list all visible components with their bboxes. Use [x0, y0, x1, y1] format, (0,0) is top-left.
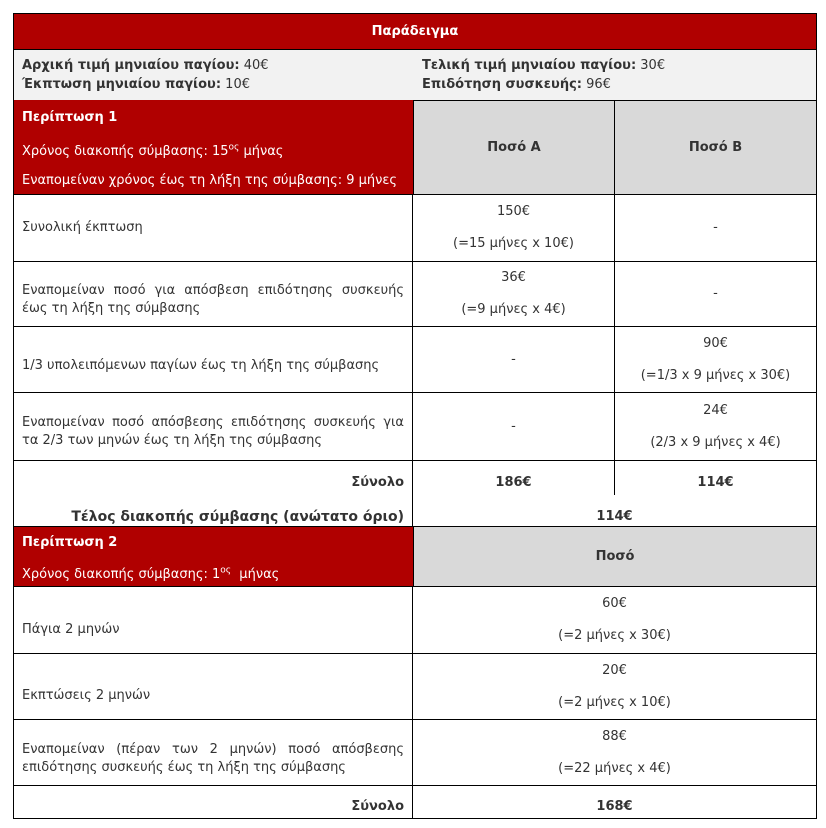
- case1-col-a-header: [413, 100, 615, 194]
- device-subsidy-label: Επιδότηση συσκευής:: [422, 77, 582, 92]
- case2-time-label: Χρόνος διακοπής σύμβασης: 1: [22, 567, 221, 582]
- table-title: Παράδειγμα: [371, 24, 459, 39]
- table-cell-b: [615, 194, 817, 261]
- case2-time-sup: ος: [220, 565, 232, 576]
- device-subsidy-value: 96€: [586, 77, 611, 92]
- cell-b-value: -: [713, 220, 718, 235]
- cell-b-value: -: [713, 286, 718, 301]
- case1-time-sup: ος: [228, 142, 240, 153]
- monthly-discount-label: Έκπτωση μηνιαίου παγίου:: [22, 77, 222, 92]
- table-title-bar: [13, 13, 817, 50]
- case2-time-suffix: μήνας: [231, 567, 280, 582]
- termination-fee-value: [413, 495, 817, 526]
- total-value: 168€: [596, 799, 633, 814]
- row-label: Εκπτώσεις 2 μηνών: [22, 687, 151, 703]
- final-price: [422, 58, 665, 73]
- table-cell-b: [615, 261, 817, 326]
- fee-label: Τέλος διακοπής σύμβασης (ανώτατο όριο): [71, 509, 404, 525]
- cell-b-value: 90€: [703, 335, 728, 351]
- table-cell: [413, 653, 817, 719]
- cell-a-value: 36€: [501, 270, 526, 285]
- table-row-label: [13, 653, 413, 719]
- case1-time-suffix: μήνας: [239, 144, 284, 159]
- table-cell: [413, 586, 817, 653]
- cell-b-note: (=1/3 x 9 μήνες x 30€): [640, 367, 791, 383]
- final-price-label: Τελική τιμή μηνιαίου παγίου:: [422, 58, 637, 73]
- cell-a-note: (=9 μήνες x 4€): [461, 302, 566, 317]
- initial-price-label: Αρχική τιμή μηνιαίου παγίου:: [22, 58, 240, 73]
- case1-col-a-label: Ποσό Α: [487, 140, 541, 155]
- monthly-discount-value: 10€: [225, 77, 250, 92]
- table-cell-b: [615, 326, 817, 392]
- case2-title: Περίπτωση 2: [22, 535, 118, 550]
- case1-time-label: Χρόνος διακοπής σύμβασης: 15: [22, 144, 229, 159]
- total-label: Σύνολο: [351, 475, 404, 490]
- total-b-value: 114€: [697, 474, 734, 490]
- row-label: Εναπομείναν ποσό για απόσβεση επιδότησης συσκευής έως τη λήξη της σύμβασης: [22, 283, 404, 316]
- cell-b-note: (2/3 x 9 μήνες x 4€): [650, 434, 781, 450]
- total-a-value: 186€: [495, 474, 532, 490]
- cell-note: (=2 μήνες x 30€): [558, 628, 671, 643]
- cell-note: (=2 μήνες x 10€): [558, 694, 671, 710]
- table-cell-b: [615, 392, 817, 460]
- initial-price: [22, 58, 269, 73]
- termination-fee-label: [13, 495, 413, 526]
- table-row-label: [13, 261, 413, 326]
- table-cell-a: [413, 261, 615, 326]
- case1-total-a: [413, 460, 615, 495]
- case2-col-label: Ποσό: [595, 549, 635, 564]
- case2-time: [22, 567, 279, 582]
- row-label: Εναπομείναν (πέραν των 2 μηνών) ποσό απόσβεσης επιδότησης συσκευής έως τη λήξη της σύμβασης: [22, 741, 404, 775]
- info-block: [13, 50, 817, 100]
- monthly-discount: [22, 77, 250, 92]
- case1-header: [13, 100, 413, 194]
- table-row-label: [13, 719, 413, 785]
- row-label: Συνολική έκπτωση: [22, 220, 143, 235]
- table-cell-a: [413, 194, 615, 261]
- table-cell-a: [413, 326, 615, 392]
- case1-col-b-header: [615, 100, 817, 194]
- case1-total-label: [13, 460, 413, 495]
- final-price-value: 30€: [640, 58, 666, 73]
- table-row-label: [13, 586, 413, 653]
- row-label: 1/3 υπολειπόμενων παγίων έως τη λήξη της σύμβασης: [22, 357, 380, 373]
- table-cell: [413, 719, 817, 785]
- case1-col-b-label: Ποσό Β: [688, 140, 743, 155]
- cell-value: 88€: [602, 728, 627, 744]
- table-row-label: [13, 326, 413, 392]
- total-label: Σύνολο: [351, 799, 404, 814]
- cell-a-value: 150€: [496, 204, 531, 219]
- fee-value: 114€: [596, 509, 633, 524]
- cell-b-value: 24€: [703, 402, 728, 418]
- cell-a-note: (=15 μήνες x 10€): [453, 236, 574, 251]
- table-row-label: [13, 392, 413, 460]
- row-label: Πάγια 2 μηνών: [22, 622, 120, 637]
- case2-header: [13, 526, 413, 586]
- row-label: Εναπομείναν ποσό απόσβεσης επιδότησης συσκευής για τα 2/3 των μηνών έως τη λήξη της σύμβασης: [22, 414, 404, 448]
- cell-a-value: -: [511, 418, 516, 434]
- case1-title: Περίπτωση 1: [22, 110, 118, 125]
- case1-total-b: [615, 460, 817, 495]
- cell-value: 60€: [602, 596, 627, 611]
- table-cell-a: [413, 392, 615, 460]
- case2-total-value: [413, 785, 817, 819]
- cell-note: (=22 μήνες x 4€): [558, 760, 671, 776]
- case1-remaining: Εναπομείναν χρόνος έως τη λήξη της σύμβασης: 9 μήνες: [22, 173, 398, 188]
- case1-time: [22, 144, 283, 159]
- cell-a-value: -: [511, 351, 516, 367]
- case2-col-header: [413, 526, 817, 586]
- table-row-label: [13, 194, 413, 261]
- cell-value: 20€: [602, 662, 627, 678]
- device-subsidy: [422, 77, 611, 92]
- initial-price-value: 40€: [243, 58, 269, 73]
- example-table: [13, 13, 817, 819]
- case2-total-label: [13, 785, 413, 819]
